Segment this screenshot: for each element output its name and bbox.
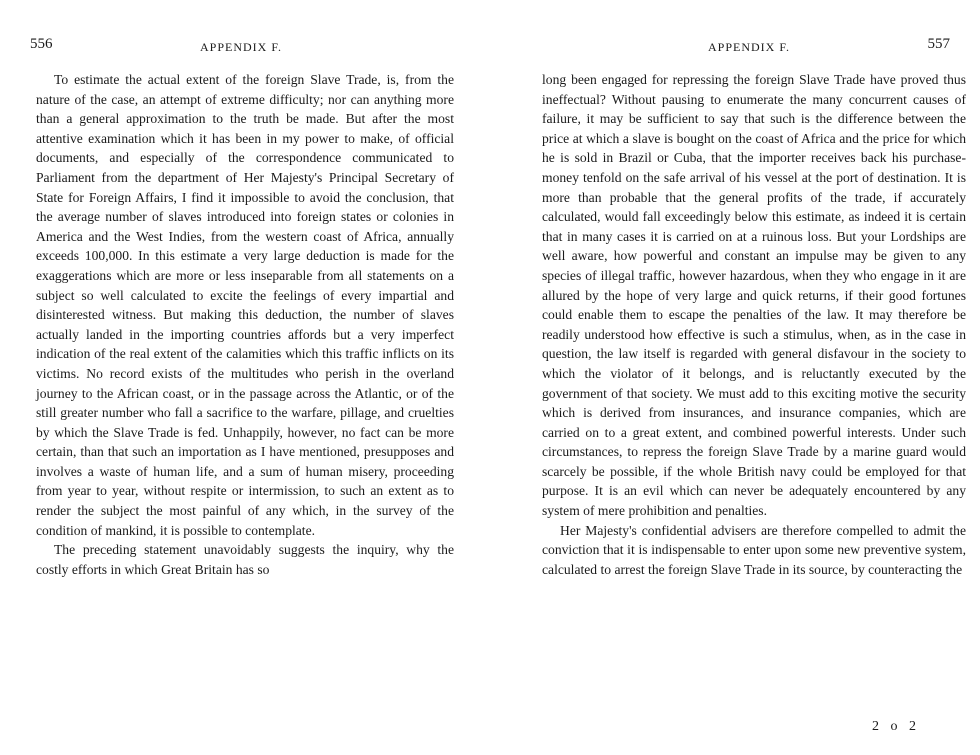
body-text — [542, 70, 966, 579]
running-head: APPENDIX F. — [708, 40, 791, 54]
body-text — [36, 70, 454, 579]
signature-mark: 2 o 2 — [872, 719, 920, 734]
running-head: APPENDIX F. — [200, 40, 283, 54]
paragraph: To estimate the actual extent of the foreign Slave Trade, is, from the nature of the case, an attempt of extreme difficulty; nor can anything more than a general approximation to the truth be made. But after the most attentive examination which it has been in my power to make, of official documents, and especially of the correspondence communicated to Parliament from the department of Her Majesty's Principal Secretary of State for Foreign Affairs, I find it impossible to avoid the conclusion, that the average number of slaves introduced into foreign states or colonies in America and the West Indies, from the western coast of Africa, annually exceeds 100,000. In this estimate a very large deduction is made for the exaggerations which are more or less inseparable from all statements on a subject so well calculated to excite the feelings of every impartial and disinterested witness. But making this deduction, the number of slaves actually landed in the importing countries affords but a very imperfect indication of the real extent of the calamities which this traffic inflicts on its victims. No record exists of the multitudes who perish in the overland journey to the African coast, or in the passage across the Atlantic, or of the still greater number who fall a sacrifice to the warfare, pillage, and cruelties by which the Slave Trade is fed. Unhappily, however, no fact can be more certain, than that such an importation as I have mentioned, presupposes and involves a waste of human life, and a sum of human misery, proceeding from year to year, without respite or intermission, to such an extent as to render the subject the most painful of any which, in the survey of the condition of mankind, it is possible to contemplate. — [36, 72, 454, 538]
page-number: 557 — [927, 36, 950, 52]
paragraph: Her Majesty's confidential advisers are therefore compelled to admit the conviction that it is indispensable to enter upon some new preventive system, calculated to arrest the foreign Slave Trade in its source, by counteracting the — [542, 522, 966, 577]
paragraph: long been engaged for repressing the foreign Slave Trade have proved thus ineffectual? Without pausing to enumerate the many concurrent causes of failure, it may be sufficient to say that such is the difference between the price at which a slave is bought on the coast of Africa and the price for which he is sold in Brazil or Cuba, that the importer receives back his purchase-money tenfold on the safe arrival of his vessel at the port of destination. It is more than probable that the general profits of the trade, if accurately calculated, would fall exceedingly below this estimate, as indeed it is certain that in many cases it is carried on at a ruinous loss. But your Lordships are well aware, how powerful and constant an impulse may be given to any species of illegal traffic, however hazardous, when they who engage in it are allured by the hope of very large and quick returns, if their good fortunes could enable them to escape the penalties of the law. It may therefore be readily understood how effective is such a stimulus, when, as in the case in question, the law itself is regarded with general disfavour in the society to which the violator of it belongs, and is reluctantly executed by the government of that society. We must add to this exciting motive the security which is derived from insurances, and insurance companies, which are carried on to a great extent, and combined powerful interests. Under such circumstances, to repress the foreign Slave Trade by a marine guard would scarcely be possible, if the whole British navy could be employed for that purpose. It is an evil which can never be adequately encountered by any system of mere prohibition and penalties. — [542, 72, 966, 519]
right-page — [490, 0, 980, 755]
page-number: 556 — [30, 36, 53, 52]
paragraph: The preceding statement unavoidably suggests the inquiry, why the costly efforts in which Great Britain has so — [36, 542, 454, 577]
